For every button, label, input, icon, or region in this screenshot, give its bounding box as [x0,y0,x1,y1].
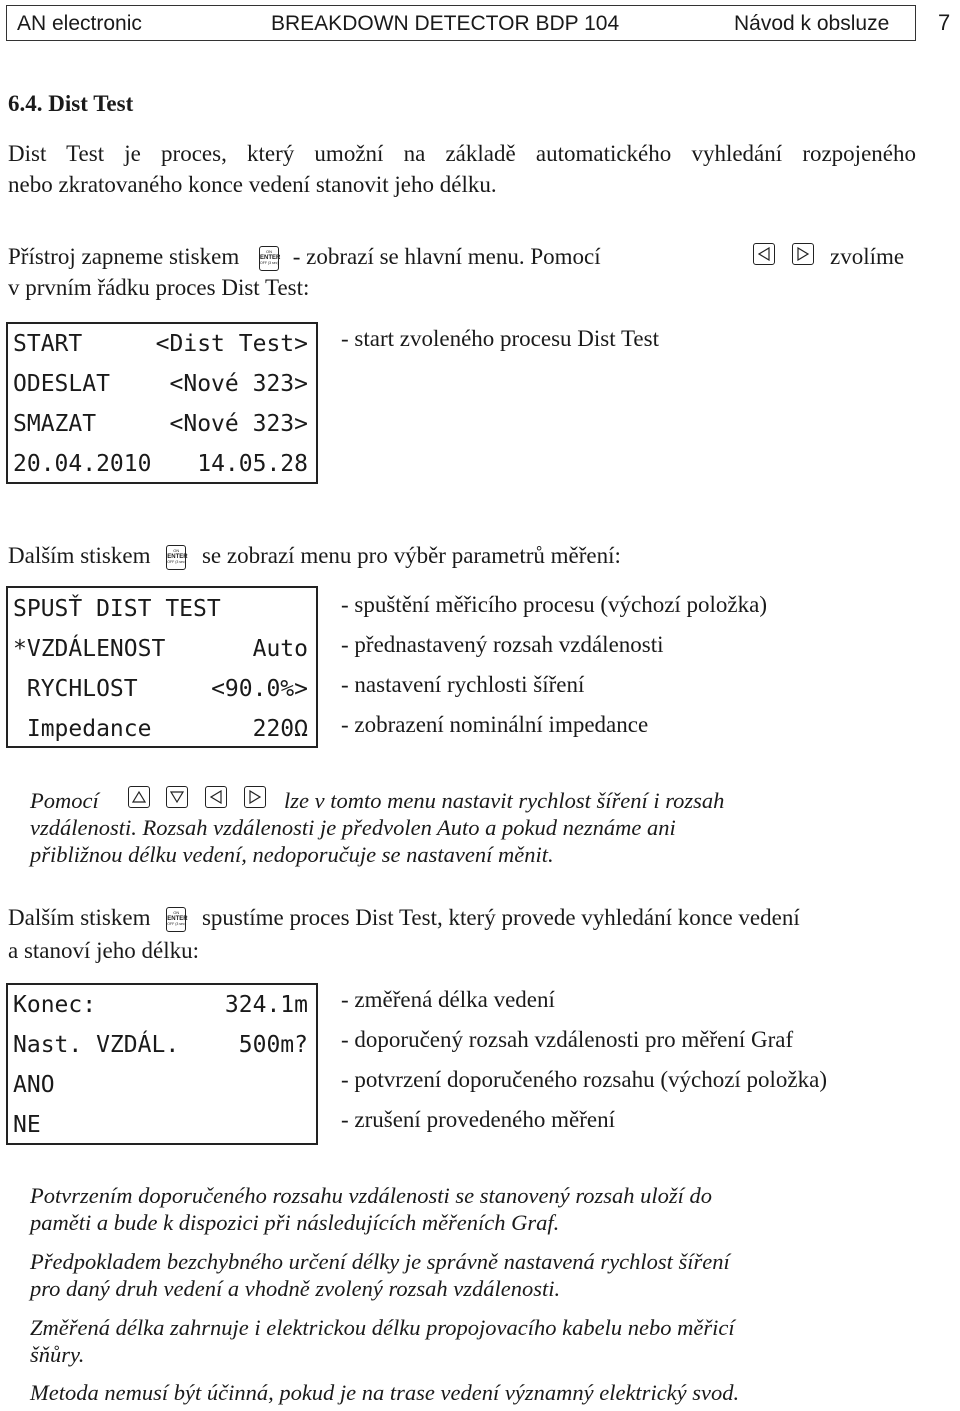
lcd2-desc: - spuštění měřicího procesu (výchozí položka) [341,592,768,617]
lcd2-row-label: Impedance [13,716,152,742]
lcd3-row [13,985,308,1025]
step2-line [8,540,621,571]
step2-text-b: se zobrazí menu pro výběr parametrů měření: [201,543,621,568]
enter-key-icon [259,246,279,271]
note-line: šňůry. [30,1342,85,1367]
note1-text-b: lze v tomto menu nastavit rychlost šíření i rozsah [284,788,725,813]
lcd3-desc: - změřená délka vedení [341,987,555,1012]
step1-text-a: Přístroj zapneme stiskem [8,244,240,269]
lcd3-desc: - zrušení provedeného měření [341,1107,615,1132]
lcd3-row-label: Konec: [13,992,97,1018]
arrow-down-icon [166,786,188,808]
lcd1-row-label: SMAZAT [13,411,97,437]
lcd2-row [13,589,308,629]
lcd3-row-label: ANO [13,1072,55,1098]
key-off-label: OFF (3 sec) [167,560,186,565]
lcd2-desc: - přednastavený rozsah vzdálenosti [341,632,664,657]
note-line: Metoda nemusí být účinná, pokud je na trase vedení významný elektrický svod. [30,1380,740,1405]
step2-text-a: Dalším stiskem [8,543,151,568]
note-line: pro daný druh vedení a vhodně zvolený rozsah vzdálenosti. [30,1276,561,1301]
lcd3-row-label: NE [13,1112,41,1138]
step3-line [8,902,800,933]
lcd2-row [13,709,308,749]
lcd2-row-value: <90.0%> [211,676,308,702]
header-product: BREAKDOWN DETECTOR BDP 104 [271,12,620,35]
intro-line-2: nebo zkratovaného konce vedení stanovit jeho délku. [8,172,497,197]
arrow-right-icon [792,243,814,265]
lcd1-row-label: ODESLAT [13,371,110,397]
lcd1-row [13,444,308,484]
key-enter-label: ENTER [260,255,281,262]
key-on-label: ON [173,548,180,554]
note-line: Změřená délka zahrnuje i elektrickou délku propojovacího kabelu nebo měřicí [30,1315,735,1340]
lcd3-desc: - doporučený rozsah vzdálenosti pro měření Graf [341,1027,794,1052]
note-line: paměti a bude k dispozici při následujících měřeních Graf. [30,1210,560,1235]
lcd1-row [13,324,308,364]
key-off-label: OFF (3 sec) [167,922,186,927]
lcd1-row [13,364,308,404]
note1-text-d: přibližnou délku vedení, nedoporučuje se nastavení měnit. [30,842,554,867]
lcd1-row-label: START [13,331,83,357]
page-header [6,5,916,41]
step1-line [8,241,920,272]
lcd3-row-value: 500m? [238,1032,308,1058]
lcd1-row-value: 14.05.28 [197,451,308,477]
lcd2-row-value: Auto [252,636,308,662]
step3-text-c: a stanoví jeho délku: [8,938,199,963]
lcd1-row-value: <Nové 323> [169,411,308,437]
lcd2-row-label: SPUSŤ DIST TEST [13,596,221,622]
lcd3-row [13,1105,308,1145]
note-line: Potvrzením doporučeného rozsahu vzdálenosti se stanovený rozsah uloží do [30,1183,713,1208]
step3-text-b: spustíme proces Dist Test, který provede vyhledání konce vedení [201,905,800,930]
note1-text-c: vzdálenosti. Rozsah vzdálenosti je předvolen Auto a pokud neznáme ani [30,815,676,840]
key-on-label: ON [266,249,272,255]
intro-line-1: Dist Test je proces, který umožní na základě automatického vyhledání rozpojeného [8,141,916,166]
page-number: 7 [938,10,951,35]
lcd2-row-label: RYCHLOST [13,676,138,702]
lcd2-desc: - zobrazení nominální impedance [341,712,649,737]
step1-text-c: zvolíme [830,244,905,269]
step3-text-a: Dalším stiskem [8,905,151,930]
key-enter-label: ENTER [167,916,188,923]
note-line: Předpokladem bezchybného určení délky je správně nastavená rychlost šíření [30,1249,730,1274]
step1-text-b: - zobrazí se hlavní menu. Pomocí [292,244,601,269]
lcd1-row-value: <Nové 323> [169,371,308,397]
arrow-left-icon [205,786,227,808]
lcd2-row-label: *VZDÁLENOST [13,636,166,662]
lcd2-row-value: 220Ω [252,716,308,742]
lcd2-desc: - nastavení rychlosti šíření [341,672,585,697]
key-enter-label: ENTER [167,554,188,561]
lcd3-row [13,1065,308,1105]
arrow-up-icon [128,786,150,808]
lcd3-row-label: Nast. VZDÁL. [13,1032,180,1058]
header-doc-title: Návod k obsluze [734,12,890,35]
lcd3-desc: - potvrzení doporučeného rozsahu (výchozí položka) [341,1067,828,1092]
key-off-label: OFF (3 sec) [260,261,279,266]
lcd-main-menu [6,322,318,484]
lcd-result [6,983,318,1145]
lcd1-row [13,404,308,444]
lcd2-row [13,669,308,709]
section-title: 6.4. Dist Test [8,91,134,116]
key-on-label: ON [173,910,180,916]
note1-text-a: Pomocí [30,788,99,813]
lcd3-row [13,1025,308,1065]
lcd-param-menu [6,586,318,748]
header-company: AN electronic [17,12,142,35]
lcd1-row-label: 20.04.2010 [13,451,152,477]
arrow-left-icon [753,243,775,265]
enter-key-icon [166,907,186,932]
lcd3-row-value: 324.1m [224,992,308,1018]
step1-text-d: v prvním řádku proces Dist Test: [8,275,310,300]
enter-key-icon [166,545,186,570]
arrow-right-icon [244,786,266,808]
intro-paragraph [8,138,916,200]
lcd2-row [13,629,308,669]
lcd1-desc: - start zvoleného procesu Dist Test [341,326,659,351]
lcd1-row-value: <Dist Test> [155,331,308,357]
